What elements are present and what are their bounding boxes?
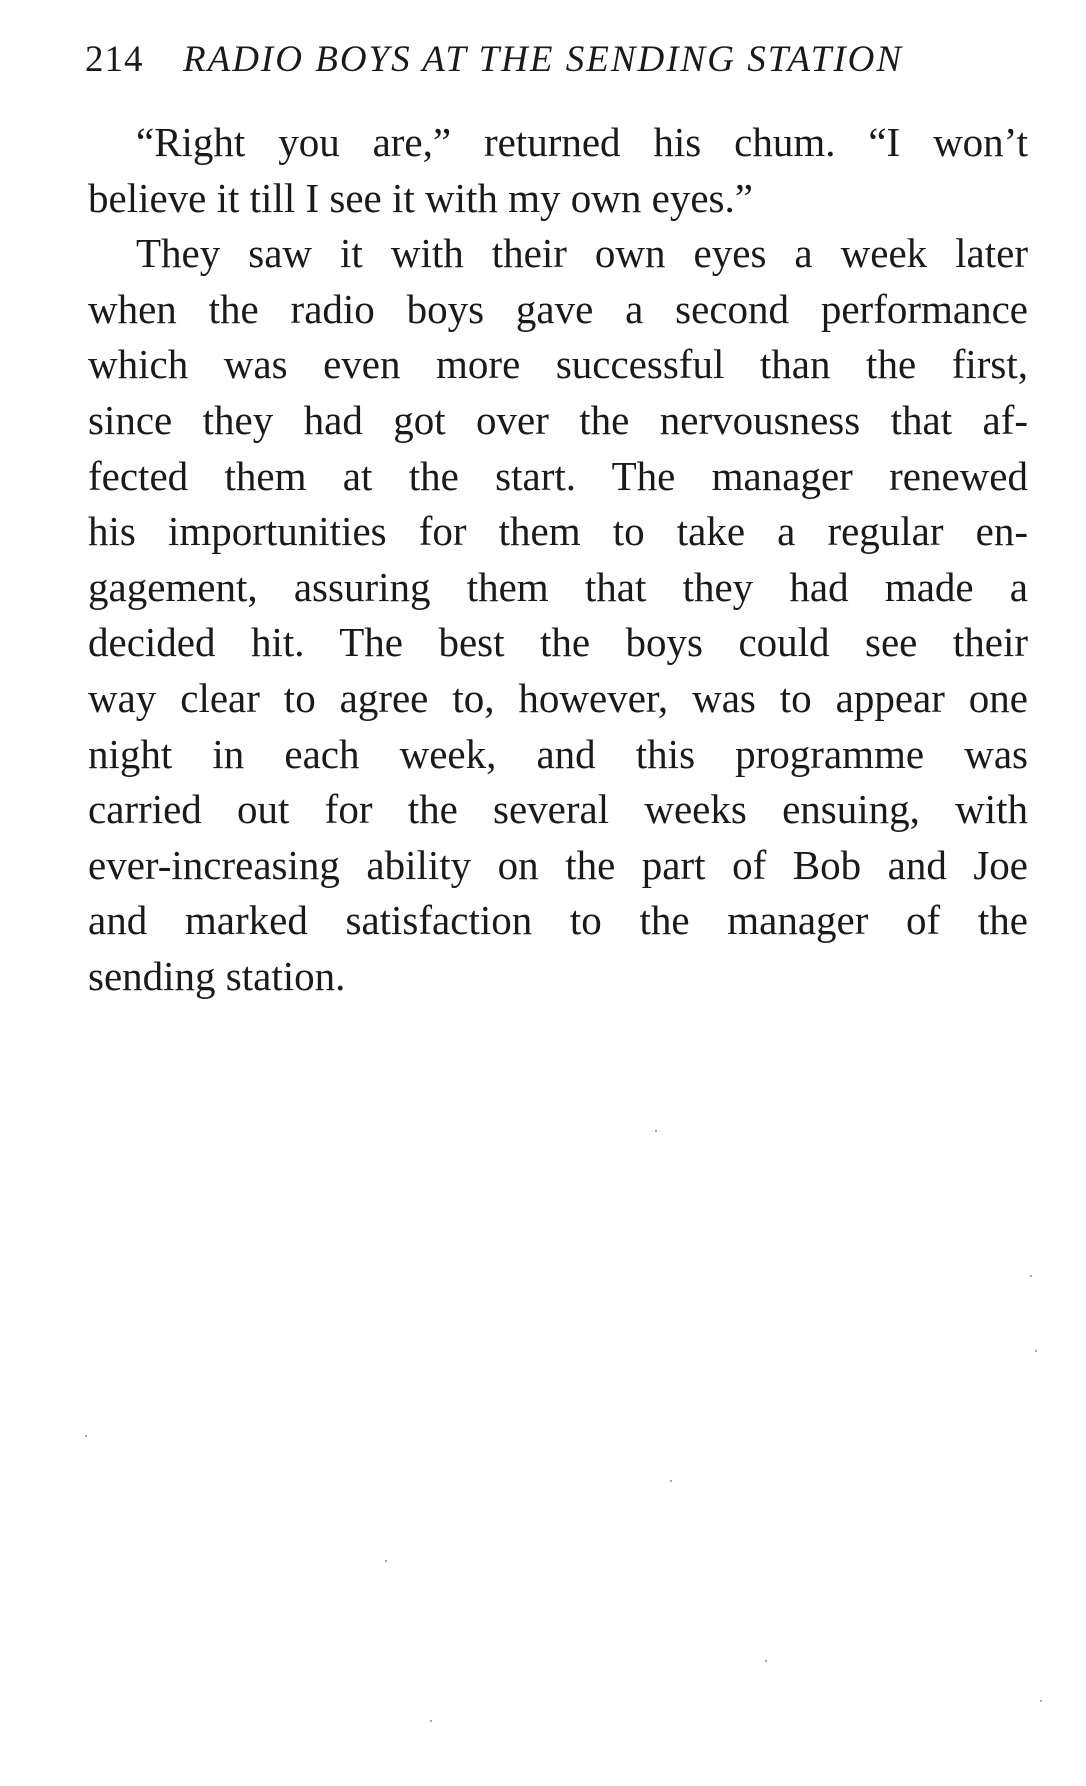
text-line: fected them at the start. The manager renewed — [88, 452, 1028, 499]
text-line: since they had got over the nervousness that af- — [88, 396, 1028, 443]
text-line: carried out for the several weeks ensuing, with — [88, 786, 1028, 833]
text-line: They saw it with their own eyes a week later — [136, 230, 1028, 277]
scan-speck — [1040, 1700, 1042, 1702]
text-line: ever-increasing ability on the part of Bob and Joe — [88, 841, 1028, 888]
scan-speck — [1035, 1350, 1037, 1352]
text-line: night in each week, and this programme was — [88, 730, 1028, 777]
text-line: and marked satisfaction to the manager of the — [88, 897, 1028, 944]
text-line: believe it till I see it with my own eyes.” — [88, 174, 753, 221]
text-line: sending station. — [88, 952, 346, 999]
scan-speck — [655, 1130, 657, 1132]
running-title: RADIO BOYS AT THE SENDING STATION — [183, 39, 904, 80]
scan-speck — [385, 1560, 387, 1562]
page-number: 214 — [85, 39, 144, 80]
scan-speck — [670, 1480, 672, 1482]
text-line: when the radio boys gave a second performance — [88, 285, 1028, 332]
running-header — [85, 30, 1025, 90]
scan-speck — [1030, 1275, 1032, 1277]
text-line: way clear to agree to, however, was to appear one — [88, 674, 1028, 721]
text-line: his importunities for them to take a regular en- — [88, 508, 1028, 555]
scan-speck — [85, 1435, 87, 1437]
text-line: “Right you are,” returned his chum. “I won’t — [136, 119, 1028, 165]
text-line: which was even more successful than the first, — [88, 341, 1028, 388]
scan-speck — [765, 1660, 767, 1662]
text-line: decided hit. The best the boys could see their — [88, 619, 1028, 666]
scan-speck — [430, 1720, 432, 1722]
text-line: gagement, assuring them that they had made a — [88, 563, 1028, 610]
body-text — [88, 115, 1028, 1005]
